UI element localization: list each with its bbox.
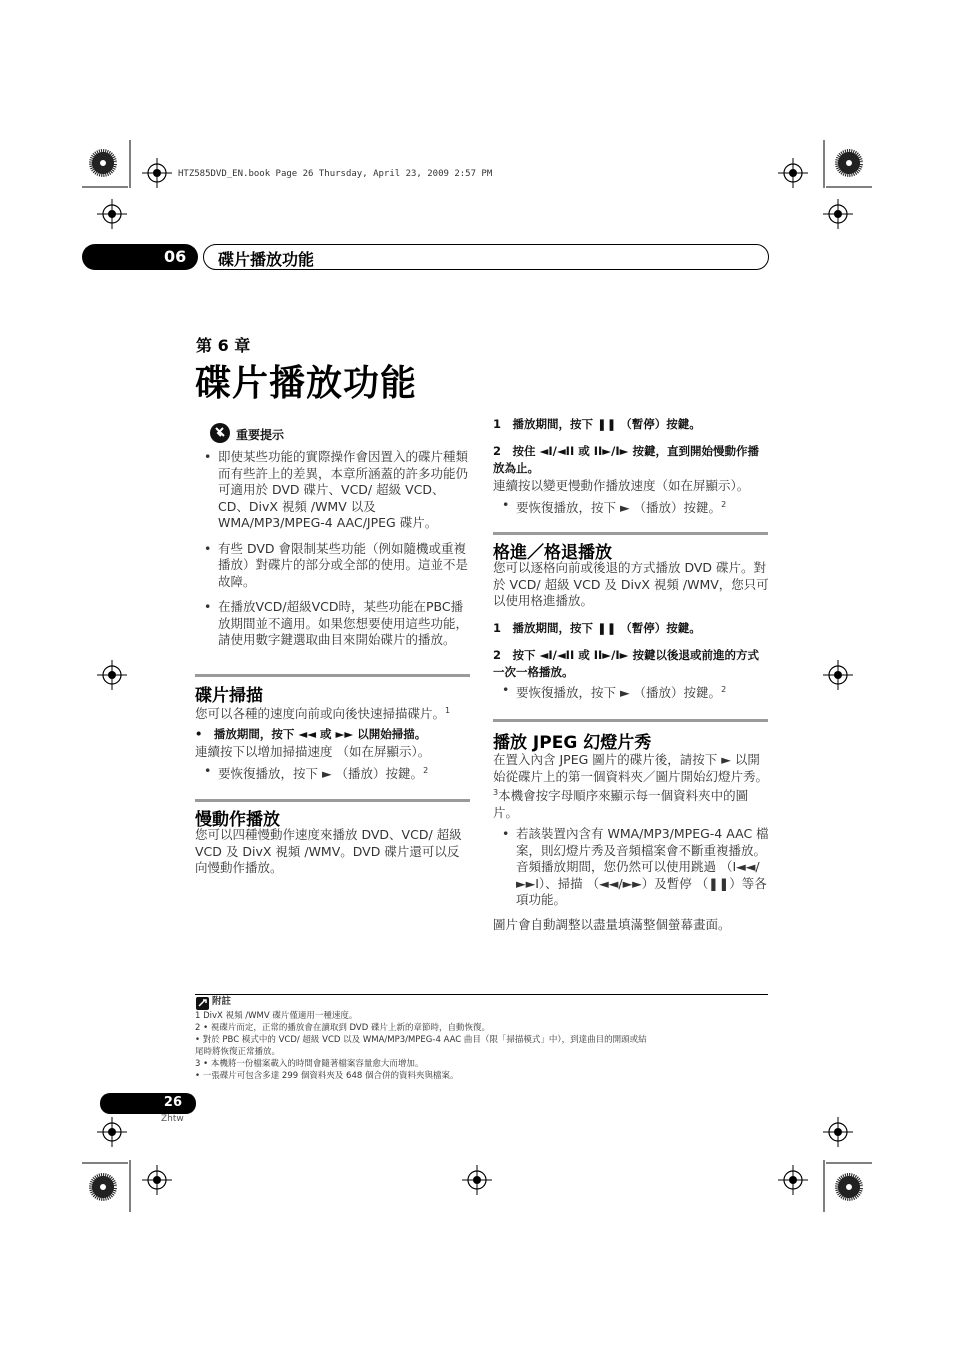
scan-step-desc: 連續按下以增加掃描速度 （如在屏顯示）。 [195, 744, 431, 759]
jpeg-intro [493, 752, 769, 821]
jpeg-intro-text: 在置入內含 JPEG 圖片的碟片後，請按下 ► 以開始從碟片上的第一個資料夾／圖片開始幻燈片秀。 [493, 752, 769, 784]
list-item [196, 763, 472, 783]
list-item [494, 497, 770, 517]
list-item: • 若該裝置內含有 WMA/MP3/MPEG-4 AAC 檔案，則幻燈片秀及音頻檔案會不斷重複播放。音頻播放期間，您仍然可以使用跳過 （I◄◄/►►I）、掃描 （◄◄/►►）及暫停 （❚❚）等各項功能。 [494, 826, 770, 909]
page-number-tab [100, 1093, 196, 1114]
frame-resume-list [494, 682, 770, 711]
section-rule [195, 799, 470, 802]
chapter-number-tab [82, 244, 198, 270]
notes-heading: 附註 [212, 996, 232, 1007]
note-line: 1 DivX 視頻 /WMV 碟片僅適用一種速度。 [195, 1011, 358, 1021]
scan-resume-list [196, 763, 472, 792]
note-icon [196, 997, 209, 1010]
footnote-ref: 2 [423, 766, 429, 775]
section-title-slow: 慢動作播放 [195, 810, 280, 830]
section-title-jpeg: 播放 JPEG 幻燈片秀 [493, 733, 652, 753]
note-line: 3 • 本機將一份檔案載入的時間會隨著檔案容量愈大而增加。 [195, 1059, 424, 1069]
note-line: • 對於 PBC 模式中的 VCD/ 超級 VCD 以及 WMA/MP3/MPEG-4 AAC 曲目（限「掃描模式」中），到達曲目的開頭或結 [195, 1035, 647, 1045]
important-icon [209, 422, 231, 444]
list-item: • 在播放VCD/超級VCD時，某些功能在PBC播放期間並不適用。如果您想要使用這些功能，請使用數字鍵選取曲目來開始碟片的播放。 [196, 599, 472, 649]
chapter-number: 06 [164, 247, 187, 266]
footnote-ref: 2 [721, 500, 727, 509]
frame-intro: 您可以逐格向前或後退的方式播放 DVD 碟片。對於 VCD/ 超級 VCD 及 DivX 視頻 /WMV，您只可以使用格進播放。 [493, 560, 769, 608]
section-rule [195, 674, 470, 677]
book-info-line: HTZ585DVD_EN.book Page 26 Thursday, April 23, 2009 2:57 PM [178, 169, 493, 179]
slow-resume-list [494, 497, 770, 526]
section-rule [493, 719, 768, 722]
list-item: • 有些 DVD 會限制某些功能（例如隨機或重複播放）對碟片的部分或全部的使用。這並不是故障。 [196, 541, 472, 591]
page-number: 26 [163, 1095, 182, 1110]
jpeg-outro: 圖片會自動調整以盡量填滿整個螢幕畫面。 [493, 917, 731, 932]
scan-intro-text: 您可以各種的速度向前或向後快速掃描碟片。 [195, 706, 446, 722]
chapter-label: 第 6 章 [196, 336, 251, 355]
slow-step-1: 1 播放期間，按下 ❚❚ （暫停）按鍵。 [493, 417, 701, 431]
slow-intro: 您可以四種慢動作速度來播放 DVD、VCD/ 超級 VCD 及 DivX 視頻 /WMV。DVD 碟片還可以反向慢動作播放。 [195, 827, 462, 875]
list-item [494, 682, 770, 702]
page-title: 碟片播放功能 [195, 363, 418, 404]
chapter-title-header: 碟片播放功能 [218, 250, 315, 269]
important-heading: 重要提示 [236, 428, 285, 442]
jpeg-list [494, 826, 770, 918]
language-code: Zhtw [161, 1114, 184, 1124]
footnote-ref: 3 [493, 788, 499, 797]
note-line: 尾時將恢復正常播放。 [195, 1047, 281, 1057]
jpeg-intro-text-2: 本機會按字母順序來顯示每一個資料夾中的圖片。 [493, 788, 749, 820]
scan-step: • 播放期間，按下 ◄◄ 或 ►► 以開始掃描。 [195, 727, 427, 741]
frame-resume: 要恢復播放，按下 ► （播放）按鍵。 [516, 685, 722, 701]
slow-step-2-desc: 連續按以變更慢動作播放速度（如在屏顯示）。 [493, 478, 750, 493]
slow-step-2: 2 按住 ◄I/◄II 或 II►/I► 按鍵，直到開始慢動作播放為止。 [493, 444, 759, 475]
important-list [196, 449, 472, 658]
note-line: • 一張碟片可包含多達 299 個資料夾及 648 個合併的資料夾與檔案。 [195, 1071, 459, 1081]
note-line: 2 • 視碟片而定，正常的播放會在讀取到 DVD 碟片上新的章節時，自動恢復。 [195, 1023, 490, 1033]
footnote-ref: 2 [721, 685, 727, 694]
footnote-ref: 1 [445, 706, 451, 715]
section-title-frame: 格進／格退播放 [493, 543, 612, 563]
notes-rule [195, 994, 768, 995]
section-title-scan: 碟片掃描 [195, 686, 263, 706]
scan-intro [195, 703, 471, 723]
frame-step-2: 2 按下 ◄I/◄II 或 II►/I► 按鍵以後退或前進的方式一次一格播放。 [493, 648, 759, 679]
scan-resume: 要恢復播放，按下 ► （播放）按鍵。 [218, 766, 424, 782]
list-item: • 即使某些功能的實際操作會因置入的碟片種類而有些許上的差異，本章所涵蓋的許多功能仍可適用於 DVD 碟片、VCD/ 超級 VCD、CD、DivX 視頻 /WMV 以及 WMA/MP3/MPEG-4 AAC/JPEG 碟片。 [196, 449, 472, 532]
section-rule [493, 532, 768, 535]
chapter-title-bar [203, 244, 769, 270]
slow-resume: 要恢復播放，按下 ► （播放）按鍵。 [516, 500, 722, 516]
frame-step-1: 1 播放期間，按下 ❚❚ （暫停）按鍵。 [493, 621, 701, 635]
